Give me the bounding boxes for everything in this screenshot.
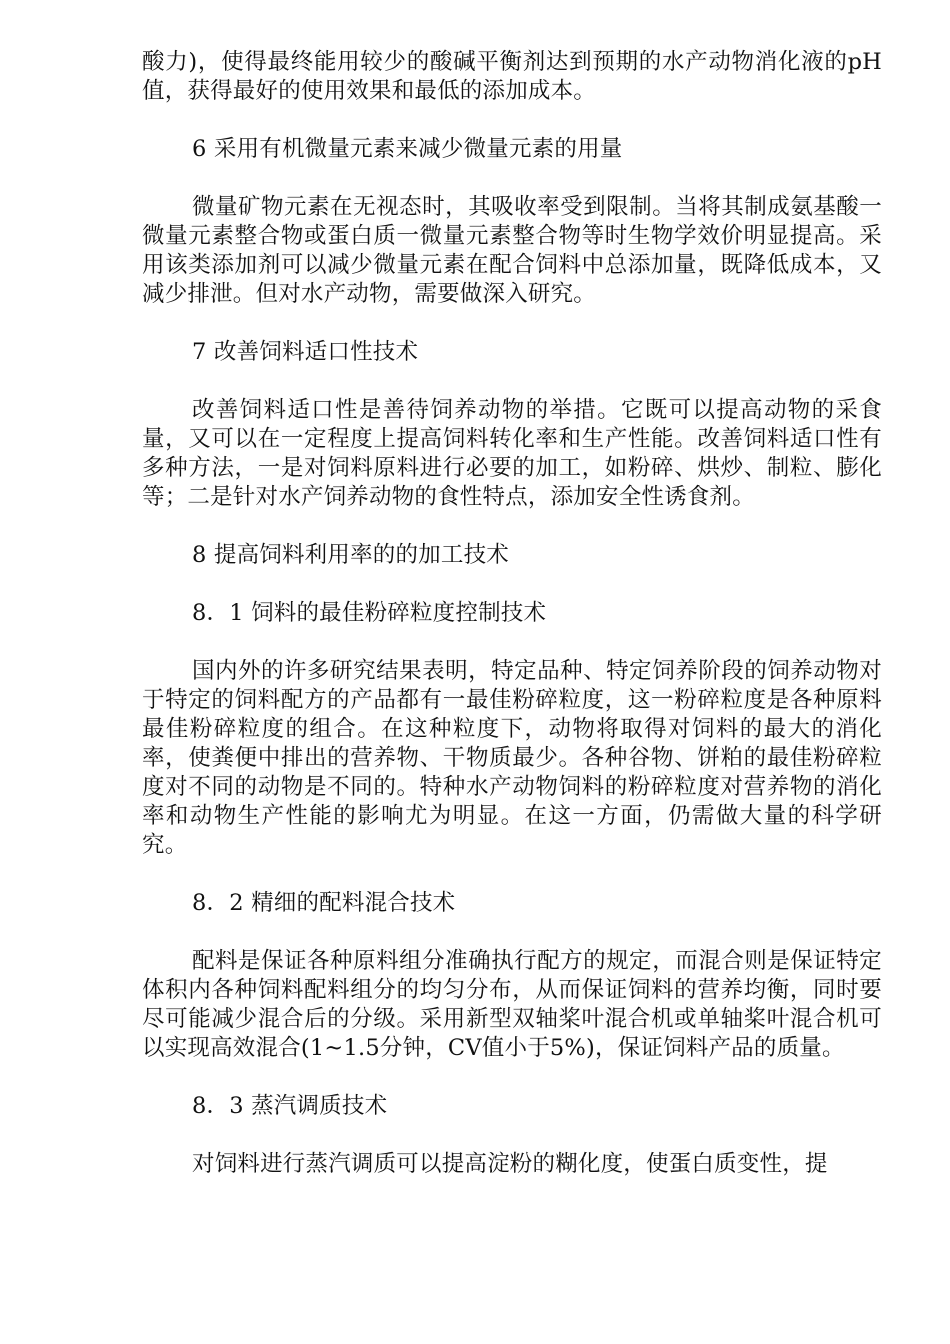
paragraph-trace-elements: 微量矿物元素在无视态时，其吸收率受到限制。当将其制成氨基酸一微量元素整合物或蛋白质一微量元素整合物等时生物学效价明显提高。采用该类添加剂可以减少微量元素在配合饲料中总添加量，既降低成本，又减少排泄。但对水产动物，需要做深入研究。 [142,194,882,307]
section-heading-8: 8 提高饲料利用率的的加工技术 [192,542,509,568]
section-heading-8-1: 8．1 饲料的最佳粉碎粒度控制技术 [192,600,547,626]
paragraph-mixing: 配料是保证各种原料组分准确执行配方的规定，而混合则是保证特定体积内各种饲料配料组分的均匀分布，从而保证饲料的营养均衡，同时要尽可能减少混合后的分级。采用新型双轴桨叶混合机或单轴桨叶混合机可以实现高效混合(1~1.5分钟，CV值小于5%)，保证饲料产品的质量。 [142,948,882,1061]
paragraph-grinding: 国内外的许多研究结果表明，特定品种、特定饲养阶段的饲养动物对于特定的饲料配方的产品都有一最佳粉碎粒度，这一粉碎粒度是各种原料最佳粉碎粒度的组合。在这种粒度下，动物将取得对饲料的最大的消化率，使粪便中排出的营养物、干物质最少。各种谷物、饼粕的最佳粉碎粒度对不同的动物是不同的。特种水产动物饲料的粉碎粒度对营养物的消化率和动物生产性能的影响尤为明显。在这一方面，仍需做大量的科学研究。 [142,658,882,858]
section-heading-8-2: 8．2 精细的配料混合技术 [192,890,456,916]
paragraph-ph-value: 酸力)，使得最终能用较少的酸碱平衡剂达到预期的水产动物消化液的pH值，获得最好的使用效果和最低的添加成本。 [142,49,882,104]
section-heading-8-3: 8．3 蒸汽调质技术 [192,1093,388,1119]
paragraph-steam-conditioning: 对饲料进行蒸汽调质可以提高淀粉的糊化度，使蛋白质变性，提 [192,1151,828,1177]
section-heading-7: 7 改善饲料适口性技术 [192,339,419,365]
section-heading-6: 6 采用有机微量元素来减少微量元素的用量 [192,136,623,162]
paragraph-palatability: 改善饲料适口性是善待饲养动物的举措。它既可以提高动物的采食量，又可以在一定程度上提高饲料转化率和生产性能。改善饲料适口性有多种方法，一是对饲料原料进行必要的加工，如粉碎、烘炒、制粒、膨化等；二是针对水产饲养动物的食性特点，添加安全性诱食剂。 [142,397,882,510]
document-body [142,48,882,1179]
